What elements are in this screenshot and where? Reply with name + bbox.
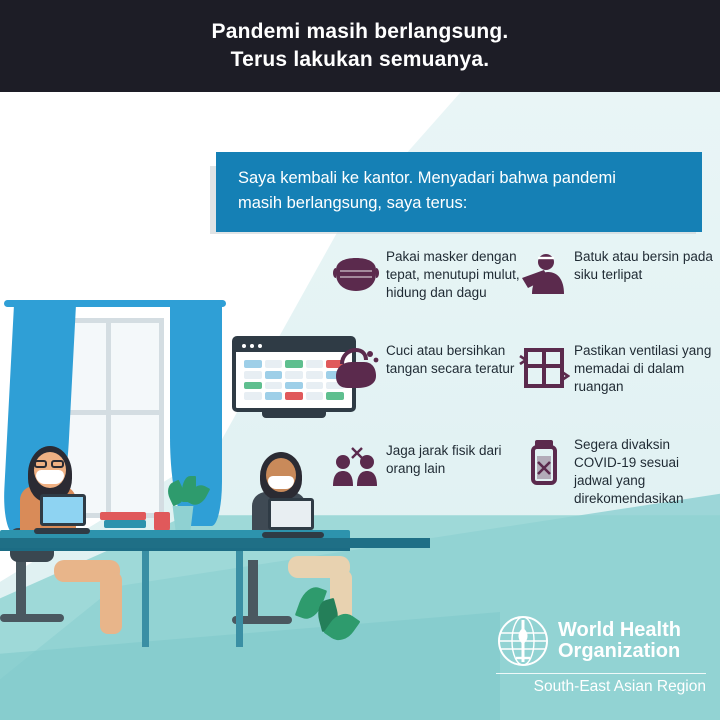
person-glasses	[51, 460, 64, 468]
laptop-screen	[40, 494, 86, 526]
desk-leg	[236, 551, 243, 647]
calendar-cell	[285, 371, 303, 379]
chair-post	[16, 556, 26, 618]
tip-cough	[518, 248, 713, 300]
books-stack	[100, 512, 146, 520]
tip-cough-text: Batuk atau bersin pada siku terlipat	[574, 249, 713, 282]
calendar-cell	[306, 382, 324, 390]
hand-wash-icon	[330, 342, 382, 394]
tip-mask	[330, 248, 520, 302]
laptop-base	[34, 528, 90, 534]
quote-line-1: Saya kembali ke kantor. Menyadari bahwa pandemi	[238, 169, 616, 187]
person-legs	[100, 572, 122, 634]
calendar-cell	[285, 392, 303, 400]
who-name-line-2: Organization	[558, 640, 681, 662]
tip-hands-text: Cuci atau bersihkan tangan secara teratur	[386, 343, 515, 376]
tip-distance	[330, 442, 520, 494]
chair-post	[248, 560, 258, 620]
calendar-cell	[306, 371, 324, 379]
who-emblem-icon	[496, 614, 550, 668]
tip-vaccine-text: Segera divaksin COVID-19 sesuai jadwal yang direkomendasikan	[574, 437, 684, 506]
laptop-right	[262, 498, 324, 538]
physical-distance-icon	[330, 442, 382, 494]
laptop-base	[262, 532, 324, 538]
who-logo-row	[496, 614, 706, 668]
quote-line-2: masih berlangsung, saya terus:	[238, 194, 468, 212]
tip-vaccine	[518, 436, 713, 508]
chair-base	[0, 614, 64, 622]
header-title-line-2: Terus lakukan semuanya.	[230, 48, 490, 71]
calendar-cell	[265, 371, 283, 379]
who-logo	[496, 614, 706, 696]
who-name-line-1: World Health	[558, 619, 681, 641]
calendar-cell	[244, 392, 262, 400]
person-glasses	[34, 460, 47, 468]
quote-banner	[216, 152, 702, 232]
header-banner	[0, 0, 720, 92]
tip-mask-text: Pakai masker dengan tepat, menutupi mulut, hidung dan dagu	[386, 249, 520, 300]
tip-distance-text: Jaga jarak fisik dari orang lain	[386, 443, 502, 476]
face-mask-icon	[330, 248, 382, 300]
tip-ventilation-text: Pastikan ventilasi yang memadai di dalam ruangan	[574, 343, 712, 394]
calendar-cell	[285, 360, 303, 368]
calendar-stand	[262, 412, 326, 418]
tip-ventilation	[518, 342, 713, 396]
calendar-cell	[244, 382, 262, 390]
calendar-cell	[265, 360, 283, 368]
who-region-label: South-East Asian Region	[533, 678, 706, 695]
calendar-grid	[244, 360, 344, 400]
calendar-cell	[265, 392, 283, 400]
calendar-cell	[306, 360, 324, 368]
calendar-dot	[258, 344, 262, 348]
desk-leg	[142, 551, 149, 647]
cough-elbow-icon	[518, 248, 570, 300]
header-title-line-1: Pandemi masih berlangsung.	[211, 20, 509, 43]
person-face-mask	[268, 476, 294, 489]
calendar-dot	[250, 344, 254, 348]
calendar-cell	[244, 371, 262, 379]
laptop-screen	[268, 498, 314, 530]
books-stack	[104, 520, 146, 528]
tips-list	[330, 246, 713, 556]
vaccine-vial-icon	[518, 436, 570, 488]
laptop-left	[34, 494, 90, 534]
calendar-cell	[285, 382, 303, 390]
pen-cup	[154, 512, 170, 532]
tip-hands	[330, 342, 520, 394]
calendar-cell	[244, 360, 262, 368]
calendar-cell	[306, 392, 324, 400]
calendar-cell	[265, 382, 283, 390]
person-face-mask	[36, 470, 64, 484]
calendar-dot	[242, 344, 246, 348]
who-name	[550, 620, 681, 662]
open-window-icon	[518, 342, 570, 394]
